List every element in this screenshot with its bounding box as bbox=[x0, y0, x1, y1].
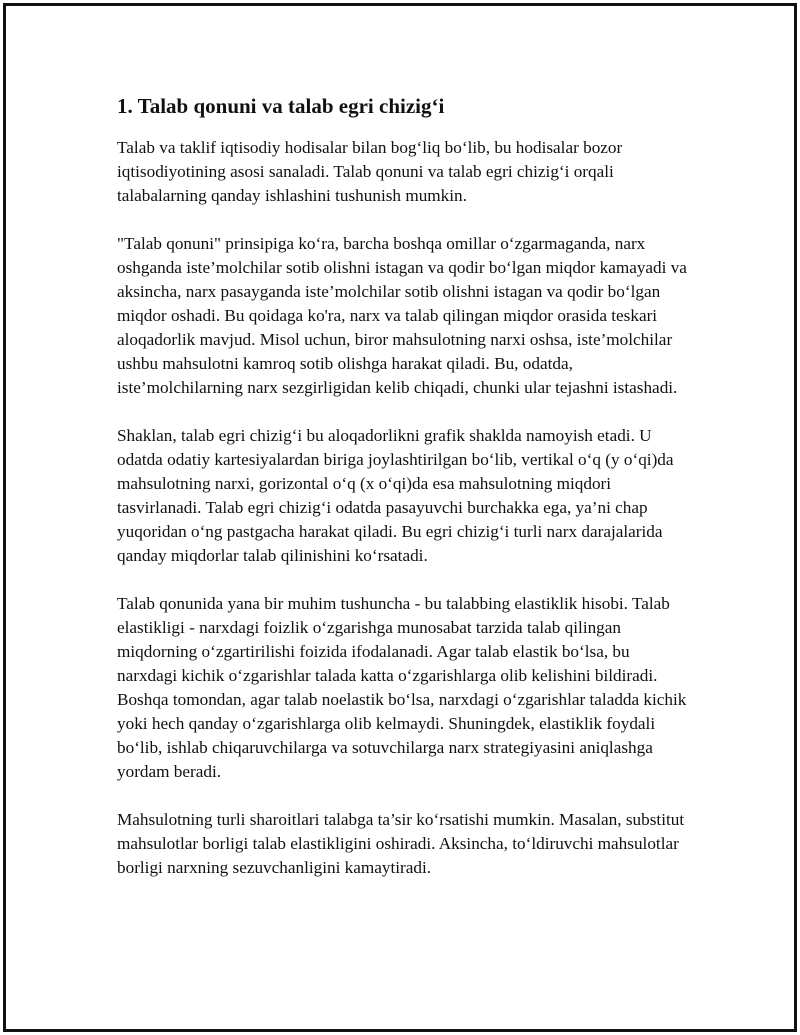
document-body bbox=[117, 91, 692, 904]
paragraph-intro: Talab va taklif iqtisodiy hodisalar bilan bog‘liq bo‘lib, bu hodisalar bozor iqtisodiyotining asosi sanaladi. Talab qonuni va talab egri chizig‘i orqali talabalarning qanday ishlashini tushunish mumkin. bbox=[117, 138, 623, 205]
paragraph-elasticity: Talab qonunida yana bir muhim tushuncha - bu talabbing elastiklik hisobi. Talab elastikligi - narxdagi foizlik o‘zgarishga munosabat tarzida talab qilingan miqdorning o‘zgartirilishi foizida ifodalanadi. Agar talab elastik bo‘lsa, bu narxdagi kichik o‘zgarishlar talada katta o‘zgarishlarga olib kelishini bildiradi. Boshqa tomondan, agar talab noelastik bo‘lsa, narxdagi o‘zgarishlar taladda kichik yoki hech qanday o‘zgarishlarga olib kelmaydi. Shuningdek, elastiklik foydali bo‘lib, ishlab chiqaruvchilarga va sotuvchilarga narx strategiyasini aniqlashga yordam beradi. bbox=[117, 594, 687, 781]
section-heading: 1. Talab qonuni va talab egri chizig‘i bbox=[117, 94, 445, 118]
paragraph-law-of-demand: "Talab qonuni" prinsipiga ko‘ra, barcha boshqa omillar o‘zgarmaganda, narx oshganda iste’molchilar sotib olishni istagan va qodir bo‘lgan miqdor kamayadi va aksincha, narx pasayganda iste’molchilar sotib olishni istagan va qodir bo‘lgan miqdor oshadi. Bu qoidaga ko'ra, narx va talab qilingan miqdor orasida teskari aloqadorlik mavjud. Misol uchun, biror mahsulotning narxi oshsa, iste’molchilar ushbu mahsulotni kamroq sotib olishga harakat qiladi. Bu, odatda, iste’molchilarning narx sezgirligidan kelib chiqadi, chunki ular tejashni istashadi. bbox=[117, 234, 687, 397]
paragraph-demand-curve: Shaklan, talab egri chizig‘i bu aloqadorlikni grafik shaklda namoyish etadi. U odatda odatiy kartesiyalardan biriga joylashtirilgan bo‘lib, vertikal o‘q (y o‘qi)da mahsulotning narxi, gorizontal o‘q (x o‘qi)da esa mahsulotning miqdori tasvirlanadi. Talab egri chizig‘i odatda pasayuvchi burchakka ega, ya’ni chap yuqoridan o‘ng pastgacha harakat qiladi. Bu egri chizig‘i turli narx darajalarida qanday miqdorlar talab qilinishini ko‘rsatadi. bbox=[117, 426, 674, 565]
paragraph-conditions: Mahsulotning turli sharoitlari talabga ta’sir ko‘rsatishi mumkin. Masalan, substitut mahsulotlar borligi talab elastikligini oshiradi. Aksincha, to‘ldiruvchi mahsulotlar borligi narxning sezuvchanligini kamaytiradi. bbox=[117, 810, 685, 877]
